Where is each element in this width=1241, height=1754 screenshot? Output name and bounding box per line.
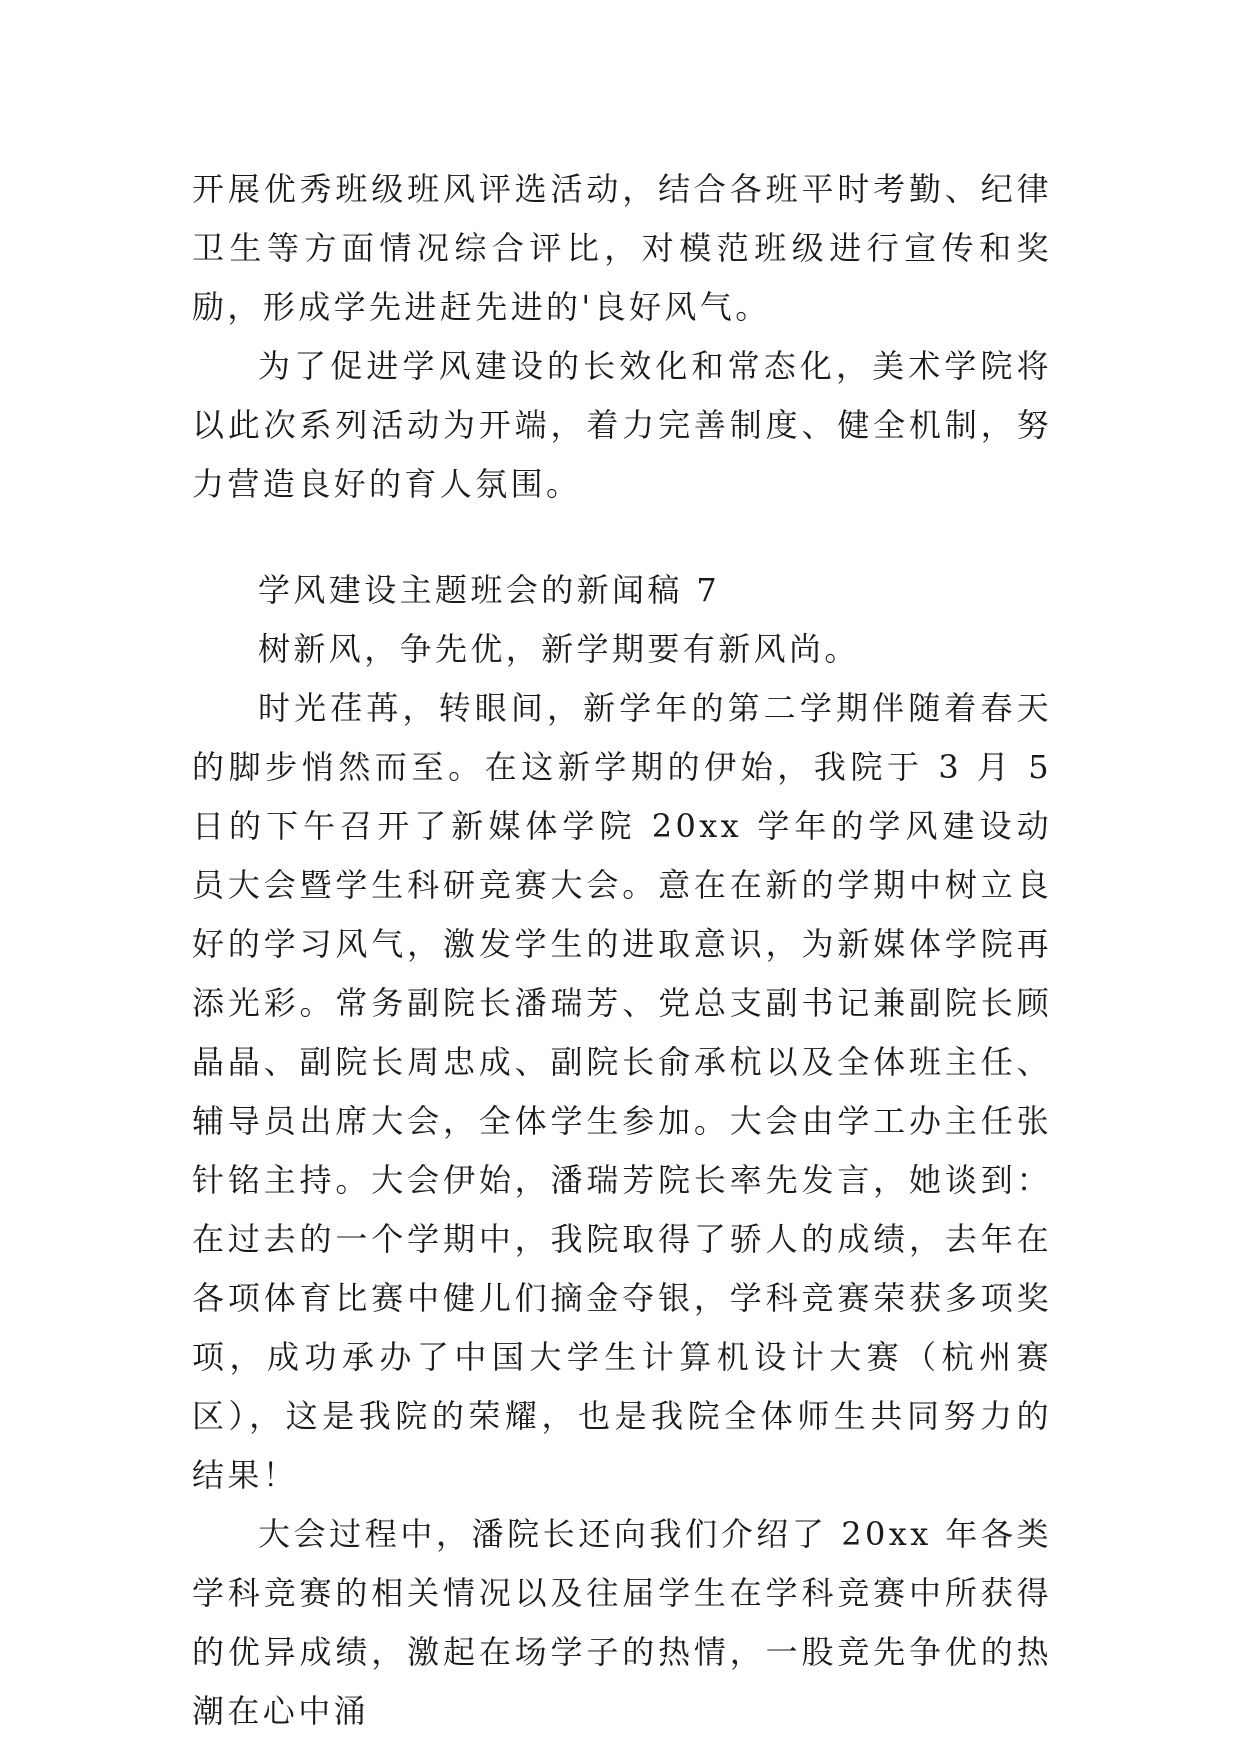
paragraph-long-term-mechanism: 为了促进学风建设的长效化和常态化，美术学院将以此次系列活动为开端，着力完善制度、健全机制，努力营造良好的育人氛围。 — [192, 347, 1052, 503]
section-title: 学风建设主题班会的新闻稿 7 — [258, 571, 721, 609]
paragraph-competition-introduction: 大会过程中，潘院长还向我们介绍了 20xx 年各类学科竞赛的相关情况以及往届学生在学科竞赛中所获得的优异成绩，激起在场学子的热情，一股竞先争优的热潮在心中涌 — [192, 1515, 1052, 1730]
document-body — [192, 160, 1052, 1741]
section-spacer — [192, 514, 1052, 561]
paragraph-class-style-selection: 开展优秀班级班风评选活动，结合各班平时考勤、纪律卫生等方面情况综合评比，对模范班级进行宣传和奖励，形成学先进赶先进的'良好风气。 — [192, 170, 1052, 326]
section-subtitle: 树新风，争先优，新学期要有新风尚。 — [258, 630, 860, 668]
paragraph-mobilization-meeting: 时光荏苒，转眼间，新学年的第二学期伴随着春天的脚步悄然而至。在这新学期的伊始，我院于 3 月 5 日的下午召开了新媒体学院 20xx 学年的学风建设动员大会暨学生科研竞赛大会。意在在新的学期中树立良好的学习风气，激发学生的进取意识，为新媒体学院再添光彩。常务副院长潘瑞芳、党总支副书记兼副院长顾晶晶、副院长周忠成、副院长俞承杭以及全体班主任、辅导员出席大会，全体学生参加。大会由学工办主任张针铭主持。大会伊始，潘瑞芳院长率先发言，她谈到：在过去的一个学期中，我院取得了骄人的成绩，去年在各项体育比赛中健儿们摘金夺银，学科竞赛荣获多项奖项，成功承办了中国大学生计算机设计大赛（杭州赛区），这是我院的荣耀，也是我院全体师生共同努力的结果！ — [192, 689, 1052, 1494]
